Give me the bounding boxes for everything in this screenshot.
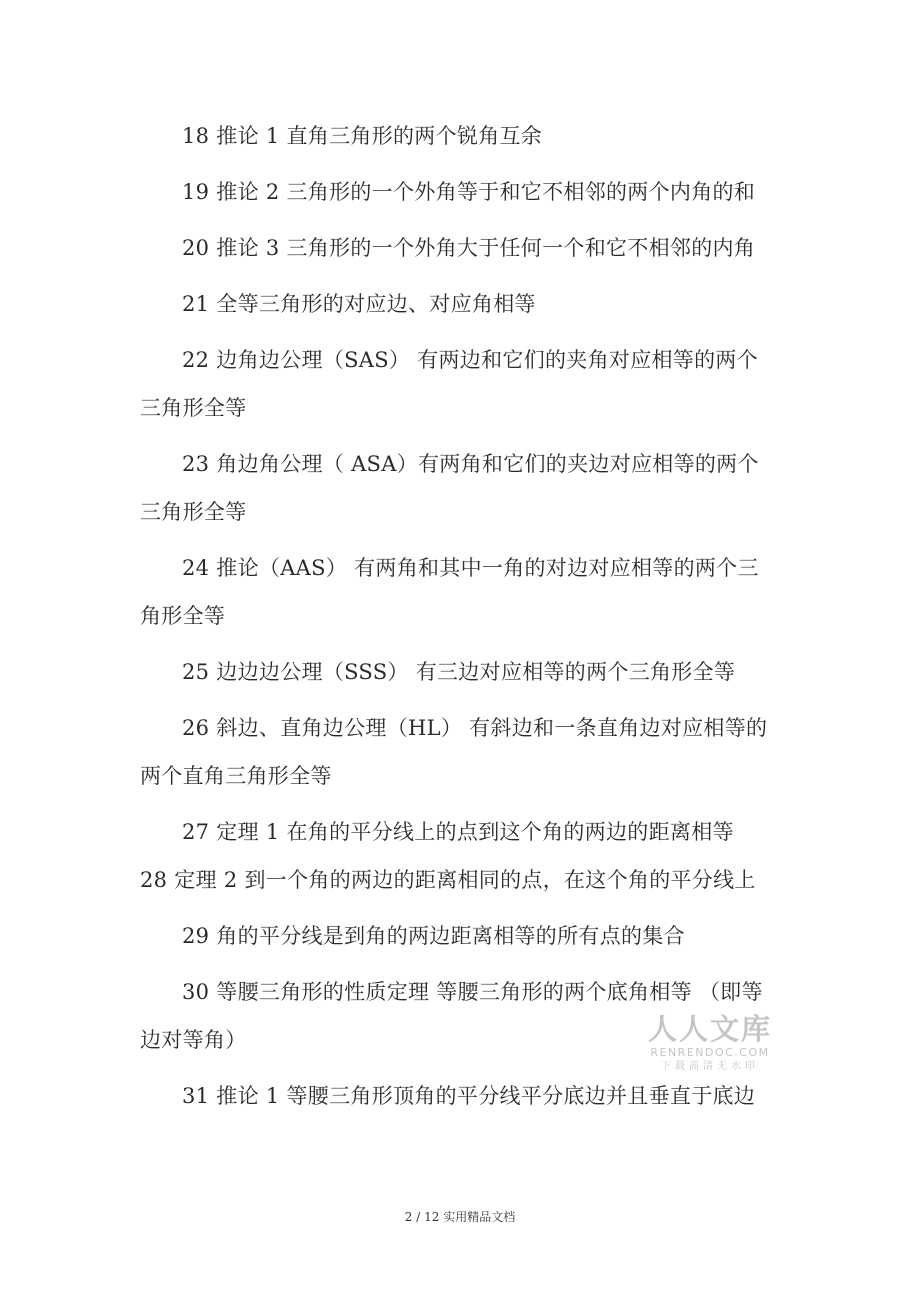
text-line-25: 25 边边边公理（SSS） 有三边对应相等的两个三角形全等 — [182, 660, 736, 684]
text-line-18: 18 推论 1 直角三角形的两个锐角互余 — [182, 124, 543, 148]
text-line-27: 27 定理 1 在角的平分线上的点到这个角的两边的距离相等 — [182, 820, 734, 844]
text-line-26: 26 斜边、直角边公理（HL） 有斜边和一条直角边对应相等的 — [182, 716, 768, 740]
text-line-22: 22 边角边公理（SAS） 有两边和它们的夹角对应相等的两个 — [182, 348, 759, 372]
text-line-20: 20 推论 3 三角形的一个外角大于任何一个和它不相邻的内角 — [182, 236, 756, 260]
text-line-28: 28 定理 2 到一个角的两边的距离相同的点，在这个角的平分线上 — [140, 868, 756, 892]
watermark-domain: RENRENDOC.COM — [650, 1046, 770, 1059]
watermark-tagline: 下载高清无水印 — [661, 1061, 759, 1072]
text-line-30: 30 等腰三角形的性质定理 等腰三角形的两个底角相等 （即等 — [182, 980, 763, 1004]
text-line-24-cont: 角形全等 — [140, 604, 226, 628]
page-footer: 2 / 12 实用精品文档 — [404, 1210, 516, 1224]
text-line-23: 23 角边角公理（ ASA）有两角和它们的夹边对应相等的两个 — [182, 452, 759, 476]
watermark-logo — [640, 1012, 780, 1074]
text-line-19: 19 推论 2 三角形的一个外角等于和它不相邻的两个内角的和 — [182, 180, 756, 204]
text-line-31: 31 推论 1 等腰三角形顶角的平分线平分底边并且垂直于底边 — [182, 1084, 756, 1108]
watermark-title: 人人文库 — [647, 1012, 772, 1046]
text-line-23-cont: 三角形全等 — [140, 500, 247, 524]
text-line-21: 21 全等三角形的对应边、对应角相等 — [182, 292, 536, 316]
text-line-24: 24 推论（AAS） 有两角和其中一角的对边对应相等的两个三 — [182, 556, 759, 580]
text-line-30-cont: 边对等角） — [140, 1028, 247, 1052]
text-line-22-cont: 三角形全等 — [140, 396, 247, 420]
text-line-26-cont: 两个直角三角形全等 — [140, 764, 332, 788]
text-line-29: 29 角的平分线是到角的两边距离相等的所有点的集合 — [182, 924, 685, 948]
